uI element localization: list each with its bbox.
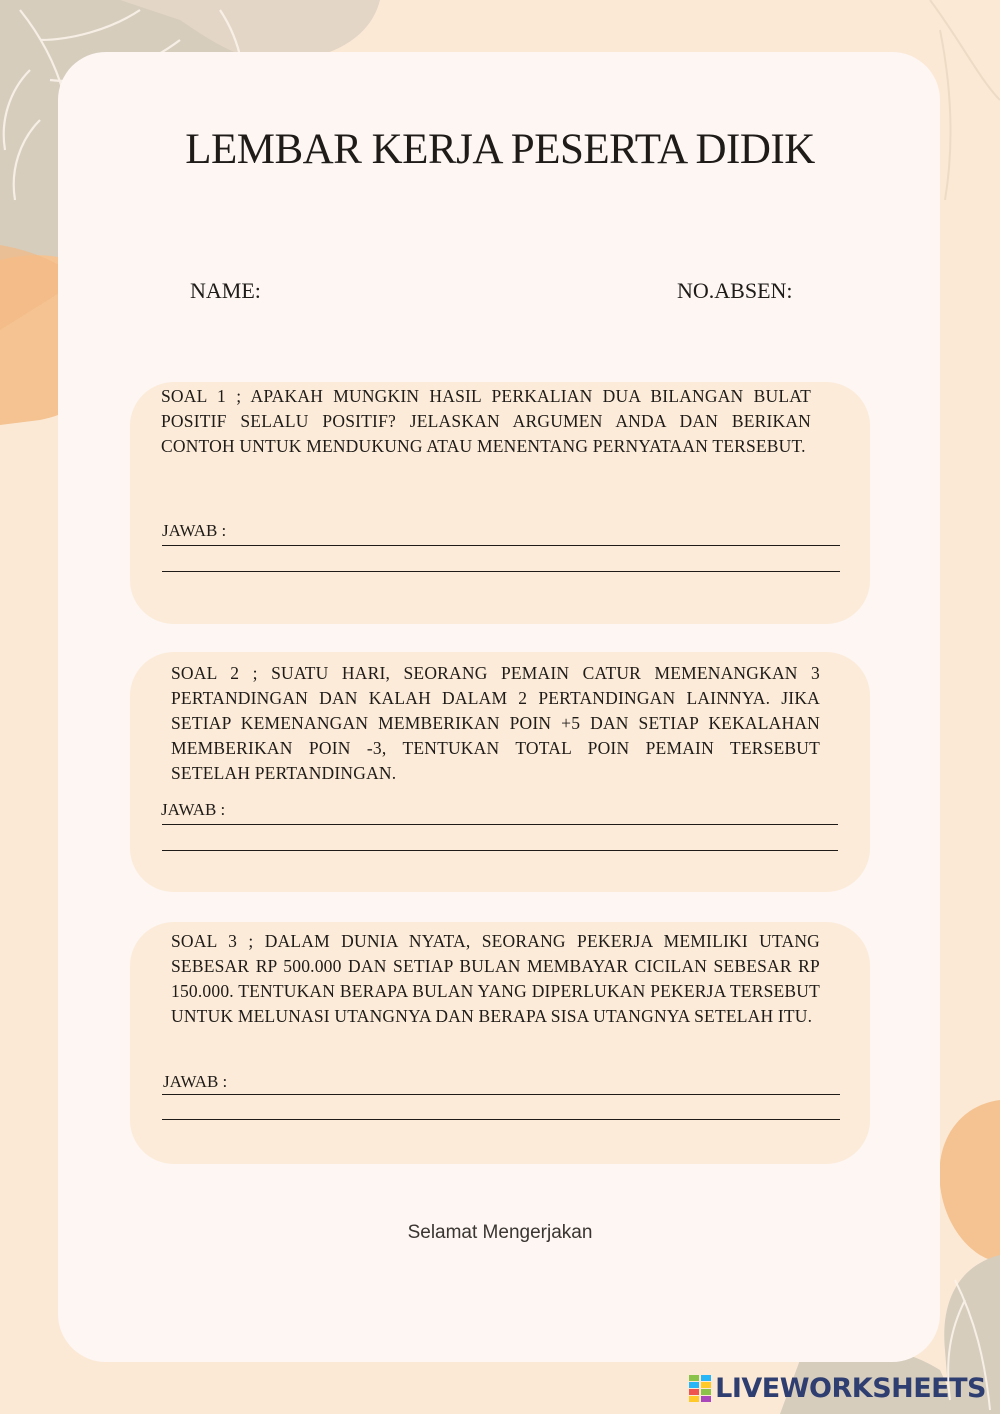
answer-line[interactable] (162, 824, 838, 825)
question-text-1: SOAL 1 ; APAKAH MUNGKIN HASIL PERKALIAN DUA BILANGAN BULAT POSITIF SELALU POSITIF? JELASKAN ARGUMEN ANDA DAN BERIKAN CONTOH UNTUK MENDUKUNG ATAU MENENTANG PERNYATAAN TERSEBUT. (161, 386, 811, 456)
answer-line[interactable] (162, 850, 838, 851)
liveworksheets-brand[interactable] (689, 1373, 986, 1404)
brand-label: LIVEWORKSHEETS (715, 1373, 986, 1404)
answer-line[interactable] (162, 1119, 840, 1120)
name-label: NAME: (190, 278, 261, 303)
answer-line[interactable] (162, 571, 840, 572)
answer-line[interactable] (162, 1094, 840, 1095)
liveworksheets-logo-icon (689, 1375, 711, 1403)
closing-text: Selamat Mengerjakan (407, 1222, 593, 1243)
question-text-3: SOAL 3 ; DALAM DUNIA NYATA, SEORANG PEKERJA MEMILIKI UTANG SEBESAR RP 500.000 DAN SETIAP BULAN MEMBAYAR CICILAN SEBESAR RP 150.000. TENTUKAN BERAPA BULAN YANG DIPERLUKAN PEKERJA TERSEBUT UNTUK MELUNASI UTANGNYA DAN BERAPA SISA UTANGNYA SETELAH ITU. (171, 931, 820, 1026)
question-text-2: SOAL 2 ; SUATU HARI, SEORANG PEMAIN CATUR MEMENANGKAN 3 PERTANDINGAN DAN KALAH DALAM 2 PERTANDINGAN LAINNYA. JIKA SETIAP KEMENANGAN MEMBERIKAN POIN +5 DAN SETIAP KEKALAHAN MEMBERIKAN POIN -3, TENTUKAN TOTAL POIN PEMAIN TERSEBUT SETELAH PERTANDINGAN. (171, 663, 820, 783)
answer-line[interactable] (162, 545, 840, 546)
absen-label: NO.ABSEN: (677, 278, 793, 303)
page-title: LEMBAR KERJA PESERTA DIDIK (185, 126, 815, 173)
answer-label-1: JAWAB : (162, 521, 227, 540)
answer-label-3: JAWAB : (163, 1072, 228, 1091)
answer-label-2: JAWAB : (161, 800, 226, 819)
